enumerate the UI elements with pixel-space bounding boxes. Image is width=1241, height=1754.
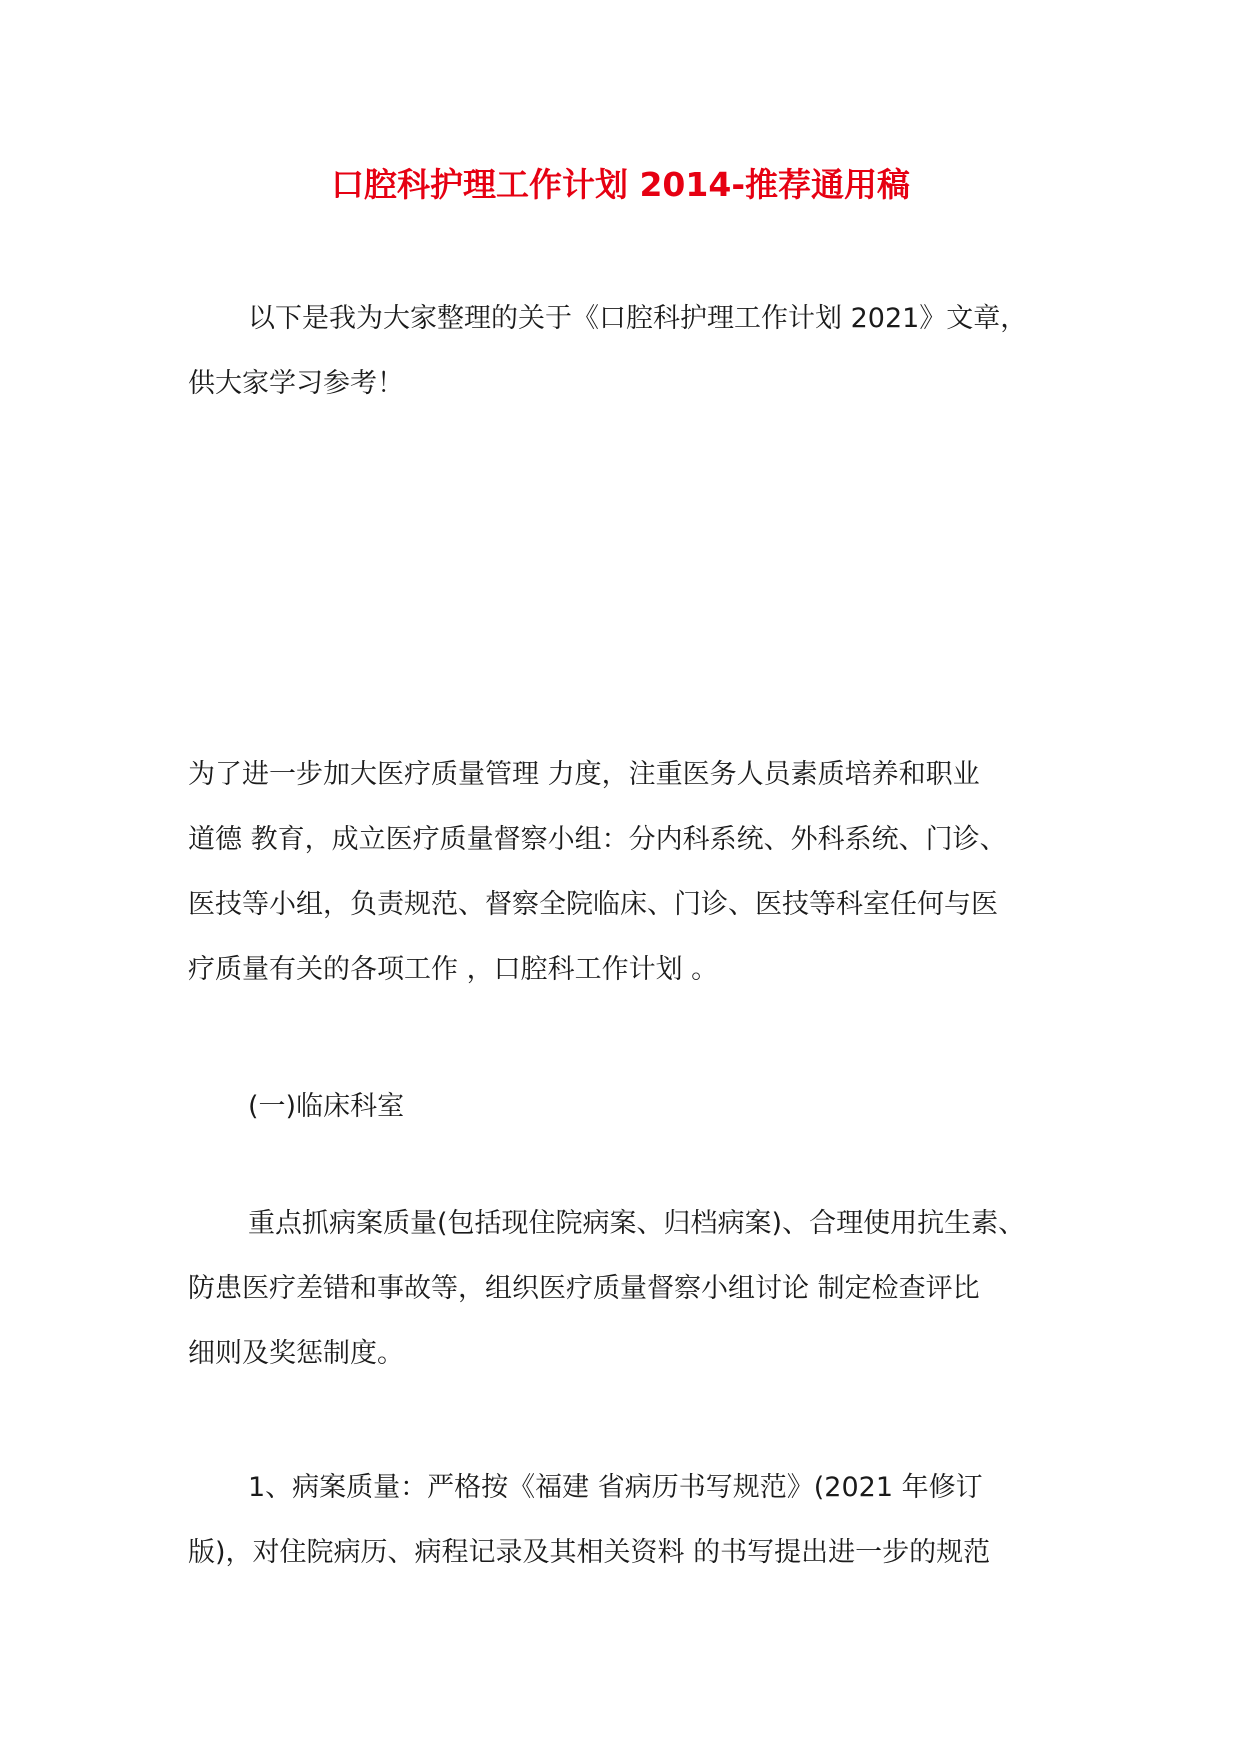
text-line: 供大家学习参考！ — [188, 368, 404, 399]
text-line: 版)，对住院病历、病程记录及其相关资料 的书写提出进一步的规范 — [188, 1537, 991, 1568]
text-line: 重点抓病案质量(包括现住院病案、归档病案)、合理使用抗生素、 — [248, 1208, 1026, 1239]
text-line: 防患医疗差错和事故等，组织医疗质量督察小组讨论 制定检查评比 — [188, 1273, 980, 1304]
text-line: 疗质量有关的各项工作 ，口腔科工作计划 。 — [188, 954, 719, 985]
text-line: 为了进一步加大医疗质量管理 力度，注重医务人员素质培养和职业 — [188, 759, 980, 790]
document-title: 口腔科护理工作计划 2014-推荐通用稿 — [330, 165, 911, 204]
focus-paragraph — [188, 1191, 1078, 1386]
intro-paragraph — [188, 286, 1078, 416]
text-line: 道德 教育，成立医疗质量督察小组：分内科系统、外科系统、门诊、 — [188, 824, 1007, 855]
item-1-paragraph — [188, 1455, 1078, 1585]
text-line: 医技等小组，负责规范、督察全院临床、门诊、医技等科室任何与医 — [188, 889, 998, 920]
text-line: 以下是我为大家整理的关于《口腔科护理工作计划 2021》文章， — [248, 303, 1028, 334]
text-line: 1、病案质量：严格按《福建 省病历书写规范》(2021 年修订 — [248, 1472, 983, 1503]
text-line: 细则及奖惩制度。 — [188, 1338, 404, 1369]
text-line: (一)临床科室 — [248, 1091, 405, 1122]
section-heading — [188, 1074, 1078, 1139]
main-paragraph — [188, 742, 1078, 1002]
